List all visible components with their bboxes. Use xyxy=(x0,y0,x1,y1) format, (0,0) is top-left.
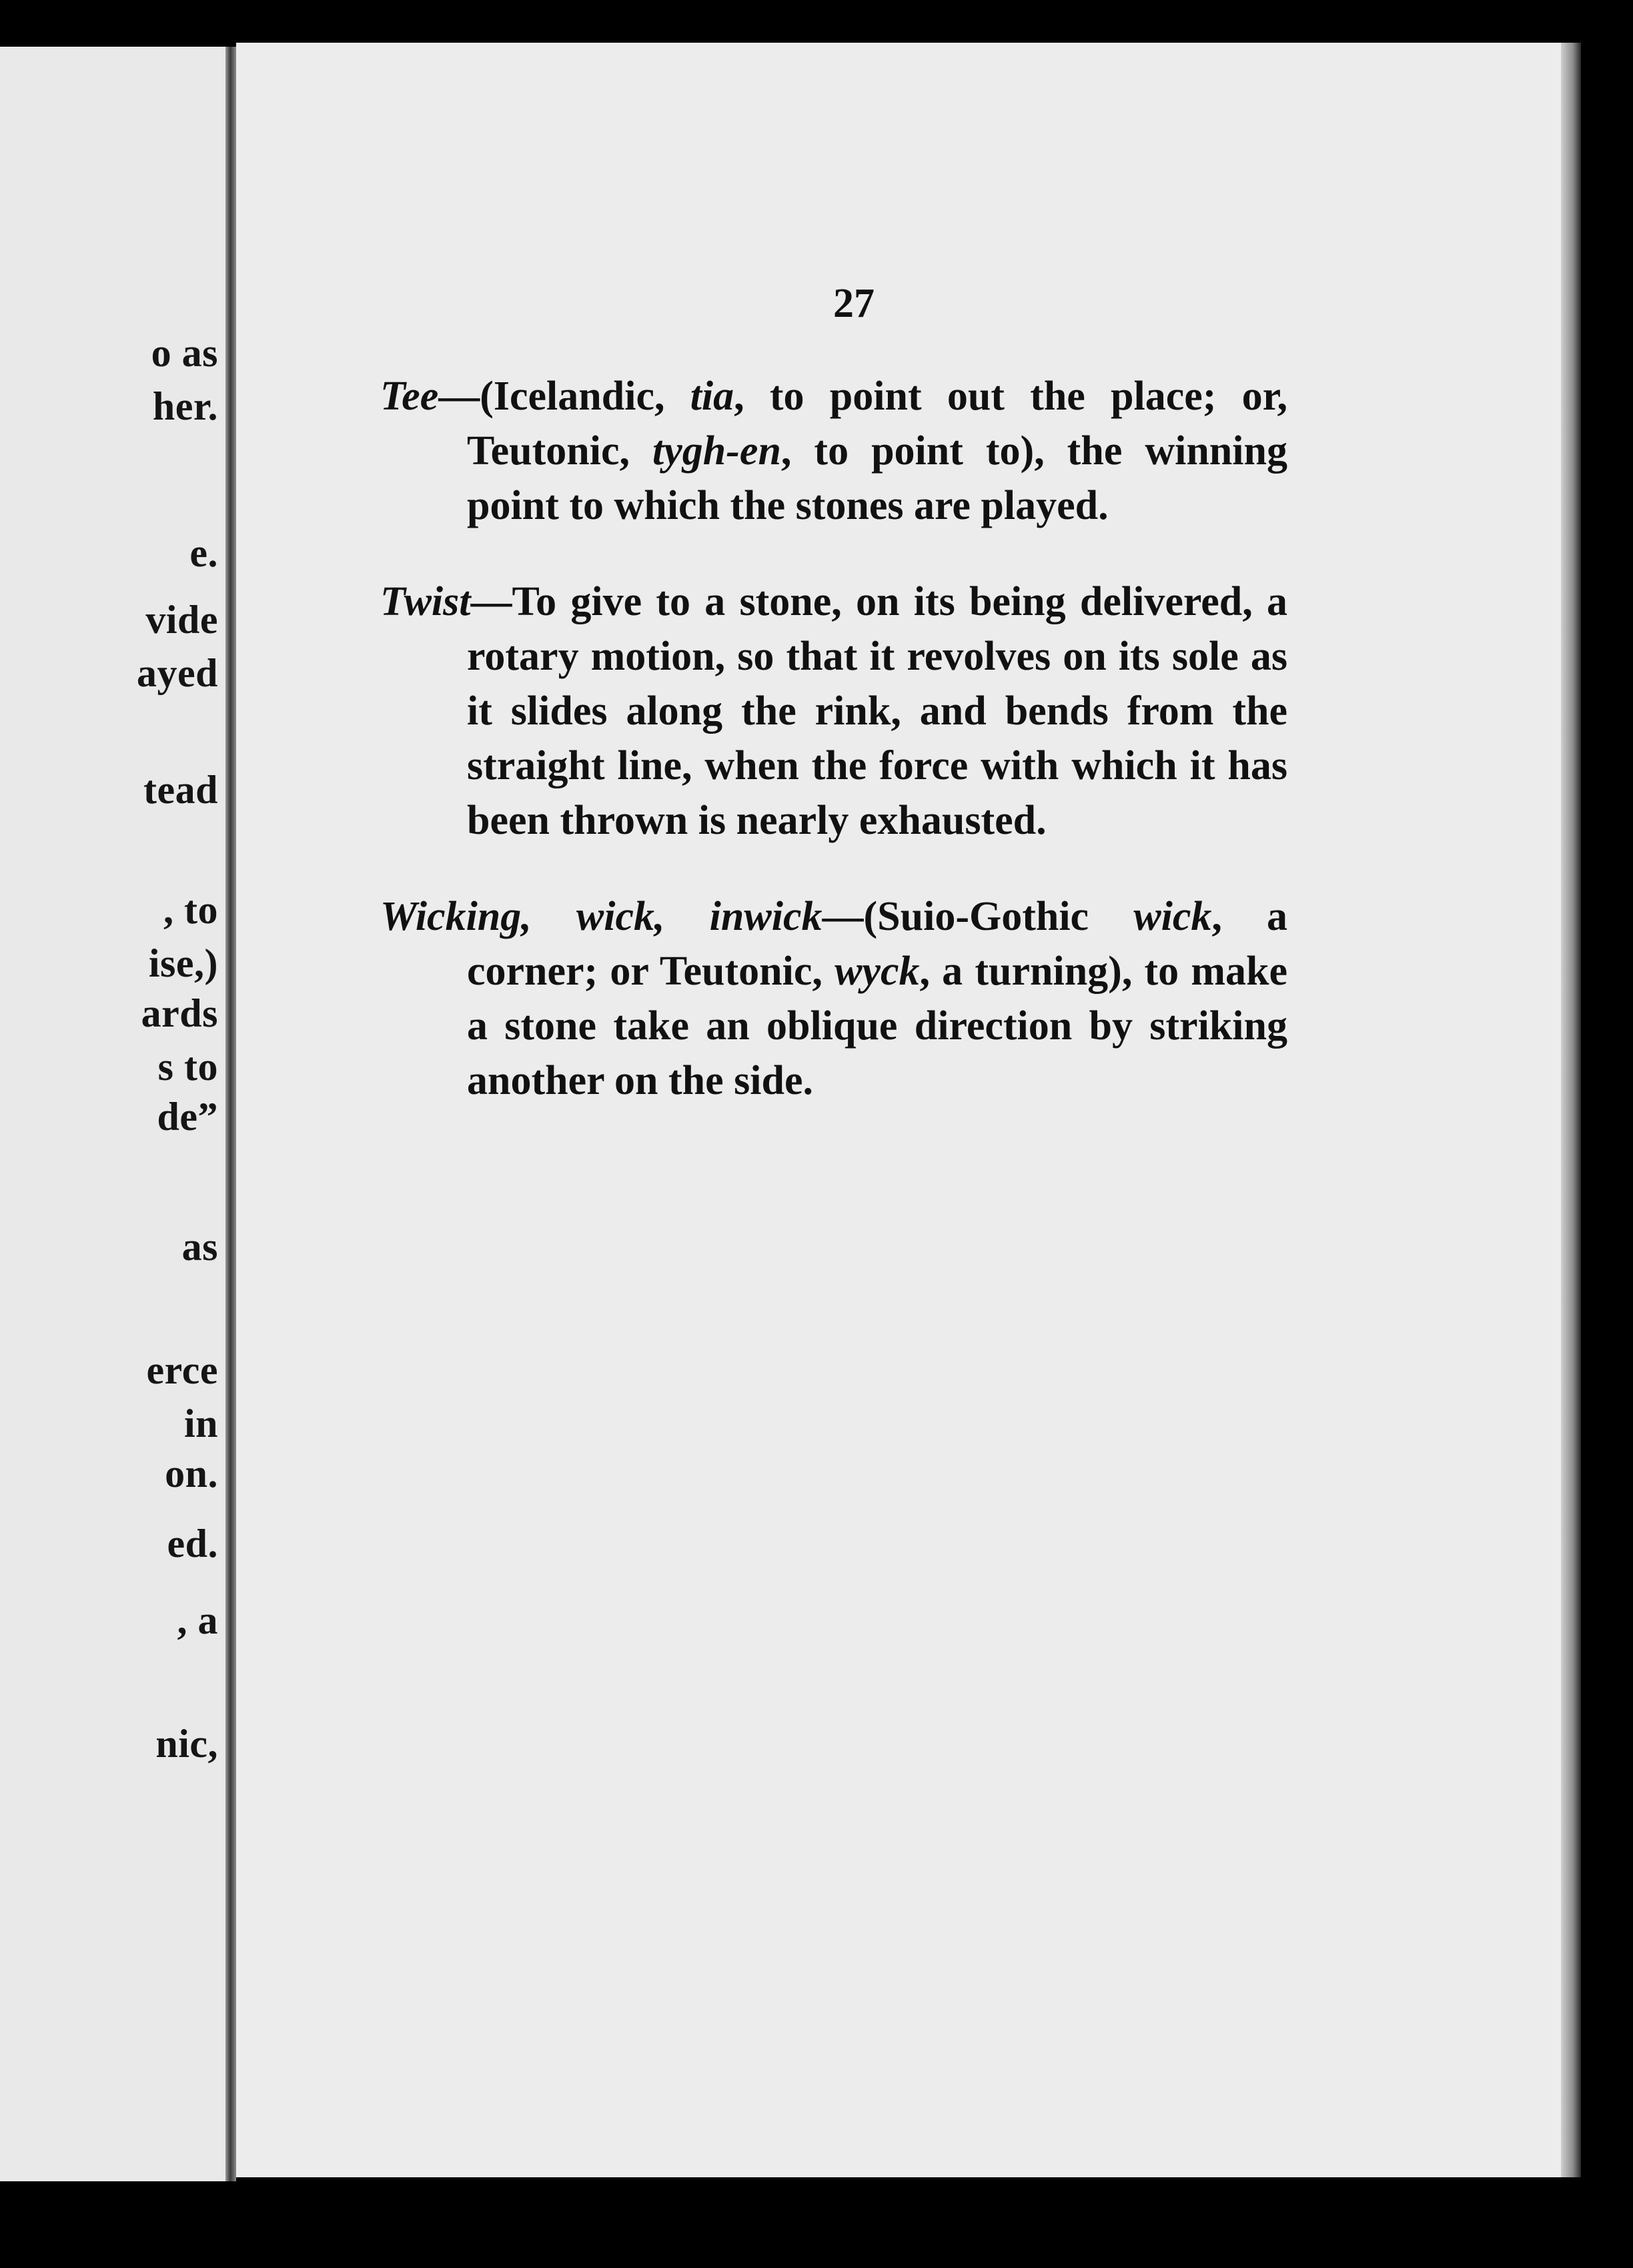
glossary-entry xyxy=(380,889,1287,1108)
facing-page-text-fragment: ayed xyxy=(137,651,218,695)
facing-page-text-fragment: vide xyxy=(145,598,218,642)
glossary-entries xyxy=(380,369,1287,1108)
facing-page-text-fragment: on. xyxy=(165,1452,218,1496)
entry-text: , a corner; or Teutonic, xyxy=(467,894,1287,994)
italic-word: tygh-en xyxy=(652,428,781,474)
entry-text: —(Icelandic, xyxy=(438,374,690,419)
facing-page-text-fragment: s to xyxy=(157,1045,218,1089)
entry-term: Twist xyxy=(380,579,471,624)
italic-word: wyck xyxy=(835,949,920,994)
italic-word: wick xyxy=(1133,894,1212,939)
page-edge xyxy=(1561,43,1581,2177)
facing-page-text-fragment: ise,) xyxy=(148,941,218,985)
entry-text: , to point out the place; or, Teutonic, xyxy=(467,374,1287,474)
glossary-entry xyxy=(380,369,1287,533)
entry-term: Wicking, wick, inwick xyxy=(380,894,823,939)
entry-text: —(Suio-Gothic xyxy=(822,894,1134,939)
facing-page-text-fragment: e. xyxy=(189,531,218,575)
facing-page-text-fragment: her. xyxy=(152,384,218,428)
facing-page-text-fragment: ards xyxy=(141,991,218,1035)
facing-page-text-fragment: erce xyxy=(146,1348,218,1392)
facing-page-text-fragment: tead xyxy=(143,768,218,812)
facing-page-text-fragment: de” xyxy=(157,1095,218,1139)
page-number: 27 xyxy=(833,281,875,326)
facing-page-text-fragment: nic, xyxy=(155,1722,218,1766)
facing-page-text-fragment: ed. xyxy=(167,1522,218,1566)
page-text xyxy=(380,280,1287,1124)
entry-text: , a turning), to make a stone take an oblique direction by striking another on the side. xyxy=(467,949,1287,1103)
facing-page-text-fragment: , to xyxy=(163,888,218,932)
facing-page-text-fragment: in xyxy=(183,1401,218,1446)
entry-term: Tee xyxy=(380,374,439,419)
facing-page-text-fragment: o as xyxy=(151,331,218,375)
entry-text: , to point to), the winning point to which the stones are played. xyxy=(467,428,1287,528)
facing-page-text-fragment: , a xyxy=(177,1598,218,1642)
facing-page-fragment xyxy=(0,47,230,2181)
facing-page-text-fragment: as xyxy=(181,1225,218,1269)
glossary-entry xyxy=(380,574,1287,848)
italic-word: tia xyxy=(690,374,734,419)
entry-text: —To give to a stone, on its being delivered, a rotary motion, so that it revolves on its sole as it slides along the rink, and bends from the straight line, when the force with which it has been thrown is nearly exhausted. xyxy=(467,579,1287,843)
book-gutter xyxy=(225,47,236,2181)
